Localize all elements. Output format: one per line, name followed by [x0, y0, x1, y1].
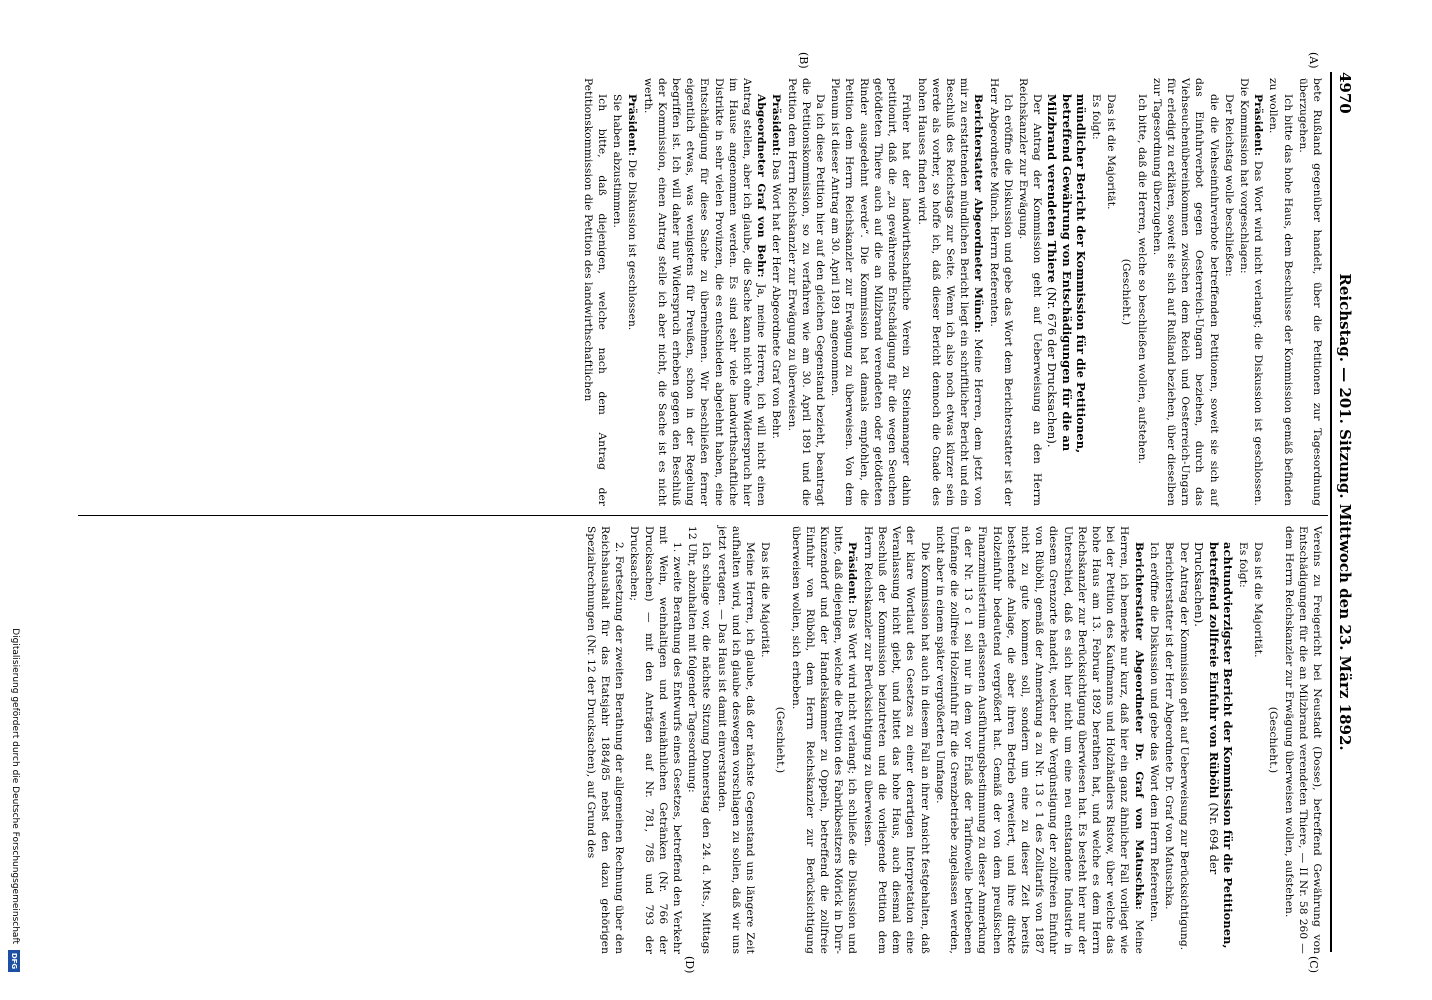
page-header	[1334, 72, 1354, 952]
paragraph: Früher hat der landwirthschaftliche Verein zu Steinamanger dahin petitionirt, daß die „zu gewährende Entschädigung für die wegen Seuchen getödteten Thiere auch auf die an Milzbrand verendeten oder getödteten Rinder ausgedehnt werde“. Die Kommission hat damals empfohlen, die Petition dem Herrn Reichskanzler zur Erwägung zu überweisen. Von dem Plenum ist dieser Antrag am 30. April 1891 angenommen.	[829, 78, 913, 506]
paragraph: Ich schlage vor, die nächste Sitzung Donnerstag den 24. d. Mts., Mittags 12 Uhr, abzuhalten mit folgender Tagesordnung:	[686, 526, 713, 954]
paragraph: Vereins zu Freigericht bei Neustadt (Dosse), betreffend Gewährung von Entschädigungen für die an Milzbrand verendeten Thiere, — II Nr. 58 260 — dem Herrn Reichskanzler zur Erwägung überweisen wollen, aufstehen.	[1282, 526, 1323, 954]
paragraph: Es folgt:	[1236, 542, 1249, 588]
agenda-list-item: 2. Fortsetzung der zweiten Berathung der allgemeinen Rechnung über den Reichshaushalt für das Etatsjahr 1884/85 nebst den dazu gehörigen Spezialrechnungen (Nr. 12 der Drucksachen), auf Grund des	[584, 526, 626, 954]
speech-text: Das Wort wird nicht verlangt; die Diskussion ist geschlossen. Die Kommission hat vorgeschlagen:	[1237, 78, 1265, 506]
paragraph: Es folgt:	[1089, 94, 1102, 140]
margin-mark-c: (C)	[1307, 956, 1320, 973]
agenda-heading-tail: (Nr. 694 der Drucksachen).	[1192, 542, 1221, 875]
speech-text: Das Wort wird nicht verlangt; ich schließe die Diskussion und bitte, daß diejenigen, welche die Petition des Fabrikbesitzers Mörick in Dürr-Kunzendorf und der Handelskammer zu Oppeln, betreffend die zollfreie Einfuhr von Rüböhl, dem Herrn Reichskanzler zur Berücksichtigung überweisen wollen, sich erheben.	[789, 526, 859, 955]
margin-mark-b: (B)	[797, 52, 810, 69]
speaker-label: Berichterstatter Abgeordneter Münch:	[972, 94, 985, 333]
paragraph: Das ist die Majorität.	[1105, 94, 1118, 210]
paragraph: Das ist die Majorität.	[1252, 542, 1265, 658]
speech-text: Meine Herren, ich bemerke nur kurz, daß hier ein ganz ähnlicher Fall vorliegt wie bei der Petition des Kaufmanns und Holzhändlers Ristow, über welche das hohe Haus am 13. Februar 1892 berathen hat, und welche es dem Herrn Reichskanzler zur Berücksichtigung überwiesen hat. Es besteht hier nur der Unterschied, daß es sich hier nicht um eine neu entstandene Industrie in diesem Grenzorte handelt, welcher die Vergünstigung der zollfreien Einfuhr von Rüböhl, gemäß der Anmerkung a zu Nr. 13 c 1 des Zolltarifs von 1887 nicht zu gute kommen soll, sondern um eine zu dieser Zeit bereits bestehende Anlage, die aber ihren Betrieb erweitert, und ihre direkte Holzeinfuhr bedeutend vergrößert hat. Gemäß der von dem preußischen Finanzministerium erlassenen Ausführungsbestimmung zu dieser Anmerkung a der Nr. 13 c 1 soll nur in dem vor Erlaß der Tarifnovelle betriebenen Umfange die zollfreie Holzeinfuhr für die Grenzbetriebe zugelassen werden, nicht aber in einem später vergrößerten Umfange.	[933, 526, 1145, 954]
agenda-heading-text: achtundvierzigster Bericht der Kommission für die Petitionen, betreffend zollfreie Einfuhr von Rüböhl	[1206, 542, 1235, 949]
stage-direction: (Geschieht.)	[1267, 706, 1280, 774]
paragraph	[933, 526, 1146, 954]
footer-credit: Digitalisierung gefördert durch die Deutsche Forschungsgemeinschaft	[10, 628, 20, 944]
paragraph	[769, 78, 783, 506]
speaker-label: Präsident:	[846, 542, 859, 605]
speaker-label: Abgeordneter Graf von Behr:	[755, 94, 768, 278]
header-rule	[1330, 72, 1332, 952]
margin-mark-a: (A)	[1307, 52, 1320, 69]
paragraph: Ich eröffne die Diskussion und gebe das Wort dem Berichterstatter ist der Herr Abgeordnete Münch. Herrn Referenten.	[987, 78, 1014, 506]
stage-direction: (Geschieht.)	[774, 706, 787, 774]
agenda-heading-tail: (Nr. 676 der Drucksachen).	[1045, 287, 1060, 448]
speech-text: Das Wort hat der Herr Abgeordnete Graf von Behr.	[770, 159, 783, 439]
running-title: Reichstag. — 201. Sitzung. Mittwoch den 23. März 1892.	[1336, 273, 1354, 751]
paragraph	[788, 526, 859, 954]
paragraph: Das ist die Majorität.	[759, 542, 772, 658]
agenda-list-item: 1. zweite Berathung des Entwurfs eines Gesetzes, betreffend den Verkehr mit Wein, weinhaltigen und weinähnlichen Getränken (Nr. 766 der Drucksachen) — mit den Anträgen auf Nr. 781, 785 und 793 der Drucksachen;	[628, 526, 684, 954]
agenda-item-heading	[1192, 526, 1235, 954]
speaker-label: Präsident:	[770, 94, 783, 157]
speaker-label: Präsident:	[626, 94, 639, 157]
paragraph: Sie haben abzustimmen.	[611, 94, 624, 228]
paragraph: Ich bitte, daß diejenigen, welche nach dem Antrag der Petitionskommission die Petition des landwirthschaftlichen	[581, 78, 609, 506]
paragraph	[640, 78, 768, 506]
agenda-heading-text: mündlicher Bericht der Kommission für die Petitionen, betreffend Gewährung von Entschädigungen für die an Milzbrand verendeten Thiere	[1045, 94, 1088, 454]
margin-mark-d: (D)	[683, 956, 696, 974]
paragraph: Meine Herren, ich glaube, daß der nächste Gegenstand uns längere Zeit aufhalten wird, und ich glaube deswegen vorschlagen zu sollen, daß wir uns jetzt vertagen. — Das Haus ist damit einverstanden.	[715, 526, 757, 954]
paragraph	[914, 78, 985, 506]
paragraph: Der Antrag der Kommission geht auf Ueberweisung zur Berücksichtigung.	[1178, 542, 1191, 951]
digitization-footer	[6, 0, 20, 1000]
paragraph: bete Rußland gegenüber handelt, über die Petitionen zur Tagesordnung überzugehen.	[1296, 78, 1323, 506]
paragraph: Ich bitte das hohe Haus, dem Beschlusse der Kommission gemäß befinden zu wollen.	[1267, 78, 1294, 506]
paragraph: Ich eröffne die Diskussion und gebe das Wort dem Herrn Referenten.	[1147, 542, 1160, 923]
speaker-label: Berichterstatter Abgeordneter Dr. Graf von Matuschka:	[1132, 542, 1145, 910]
paragraph	[1237, 78, 1265, 506]
paragraph: Der Antrag der Kommission geht auf Ueberweisung an den Herrn Reichskanzler zur Erwägung.	[1016, 78, 1044, 506]
speaker-label: Präsident:	[1252, 94, 1265, 157]
paragraph: Die Kommission hat auch in diesem Fall an ihrer Ansicht festgehalten, daß der klare Wortlaut des Gesetzes zu einer derartigen Interpretation eine Veranlassung nicht giebt, und bittet das hohe Haus, auch diesmal dem Beschluß der Kommission beizutreten und die vorliegende Petition dem Herrn Reichskanzler zur Berücksichtigung zu überweisen.	[861, 526, 931, 954]
paragraph: Berichterstatter ist der Herr Abgeordnete Dr. Graf von Matuschka.	[1162, 542, 1175, 910]
column-divider	[78, 515, 1328, 516]
right-column	[583, 526, 1324, 954]
speech-text: Die Diskussion ist geschlossen.	[626, 159, 639, 331]
speech-text: Ja, meine Herren, ich will nicht einen Antrag stellen, aber ich glaube, die Sache kann nicht ohne Widerspruch hier im Hause angenommen werden. Es sind sehr viele landwirthschaftliche Distrikte in sehr vielen Provinzen, die es entschieden abgelehnt haben, eine Entschädigung für diese Sache zu übernehmen. Wir beschließen ferner eigentlich etwas, was wenigstens für Preußen, schon in der Regelung begriffen ist. Ich will daher nur Widerspruch erheben gegen den Beschluß der Kommission, einen Antrag stelle ich aber nicht, die Sache ist es nicht werth.	[641, 78, 768, 506]
left-column	[580, 78, 1324, 506]
stage-direction: (Geschieht.)	[1120, 258, 1133, 326]
paragraph: Der Reichstag wolle beschließen:	[1222, 94, 1235, 277]
agenda-item-heading	[1045, 78, 1088, 506]
paragraph: Ich bitte, daß die Herren, welche so beschließen wollen, aufstehen.	[1135, 94, 1148, 464]
speech-text: Meine Herren, dem jetzt von mir zu erstattenden mündlichen Bericht liegt ein schriftlicher Bericht und ein Beschluß des Reichstags zur Seite. Wenn ich also noch etwas kürzer sein werde als vorher, so hoffe ich, daß dieser Bericht dennoch die Gnade des hohen Hauses finden wird.	[915, 78, 985, 507]
paragraph: Da ich diese Petition hier auf den gleichen Gegenstand bezieht, beantragt die Petitionskommission, so zu verfahren wie am 30. April 1891 und die Petition dem Herrn Reichskanzler zur Erwägung zu überweisen.	[785, 78, 827, 506]
paragraph: die die Viehseinfuhrverbote betreffenden Petitionen, soweit sie sich auf das Einfuhrverbot gegen Oesterreich-Ungarn beziehen, durch das Viehseuchenübereinkommen zwischen dem Reich und Oesterreich-Ungarn für erledigt zu erklären, soweit sie sich auf Rußland beziehen, über dieselben zur Tagesordnung überzugehen.	[1150, 78, 1220, 506]
paragraph	[625, 78, 639, 506]
dfg-logo: DFG	[8, 950, 20, 972]
page-number: 4970	[1336, 72, 1354, 114]
